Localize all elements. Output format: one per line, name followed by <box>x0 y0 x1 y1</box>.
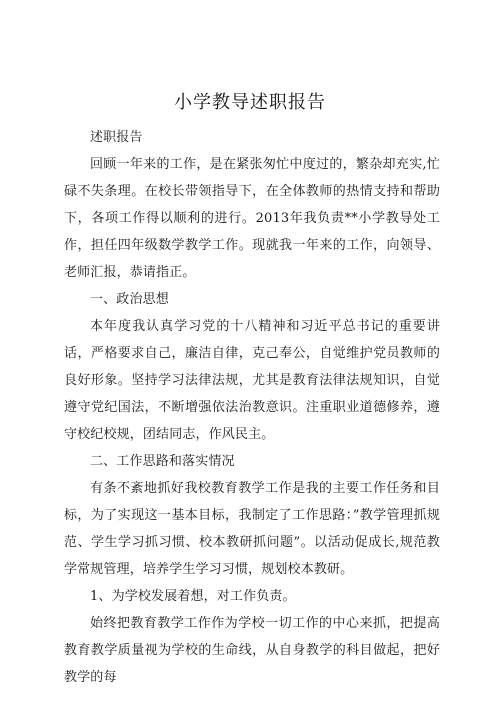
document-body <box>64 124 440 691</box>
section-heading-politics: 一、政治思想 <box>90 292 169 307</box>
section-heading-work-plan: 二、工作思路和落实情况 <box>90 454 235 469</box>
paragraph-politics: 本年度我认真学习党的十八精神和习近平总书记的重要讲话，严格要求自己，廉洁自律，克己奉公，自觉维护党员教师的良好形象。坚持学习法律法规，尤其是教育法律法规知识，自觉遵守党纪国法，不断增强依法治教意识。注重职业道德修养，遵守校纪校规，团结同志，作风民主。 <box>64 319 440 442</box>
paragraph-school-development: 始终把教育教学工作作为学校一切工作的中心来抓，把提高教育教学质量视为学校的生命线，从自身教学的科目做起，把好教学的每 <box>64 616 440 685</box>
paragraph-review: 回顾一年来的工作，是在紧张匆忙中度过的，繁杂却充实,忙碌不失条理。在校长带领指导下，在全体教师的热情支持和帮助下，各项工作得以顺利的进行。2013年我负责**小学教导处工作，担任四年级数学教学工作。现就我一年来的工作，向领导、老师汇报，恭请指正。 <box>64 157 440 280</box>
paragraph-work-plan: 有条不紊地抓好我校教育教学工作是我的主要工作任务和目标，为了实现这一基本目标，我制定了工作思路：”教学管理抓规范、学生学习抓习惯、校本教研抓问题”。以活动促成长,规范教学常规管理，培养学生学习习惯，规划校本教研。 <box>64 481 440 577</box>
document-title: 小学教导述职报告 <box>174 92 326 113</box>
paragraph-heading-report: 述职报告 <box>90 130 143 145</box>
subheading-school-development: 1、为学校发展着想，对工作负责。 <box>90 589 296 604</box>
